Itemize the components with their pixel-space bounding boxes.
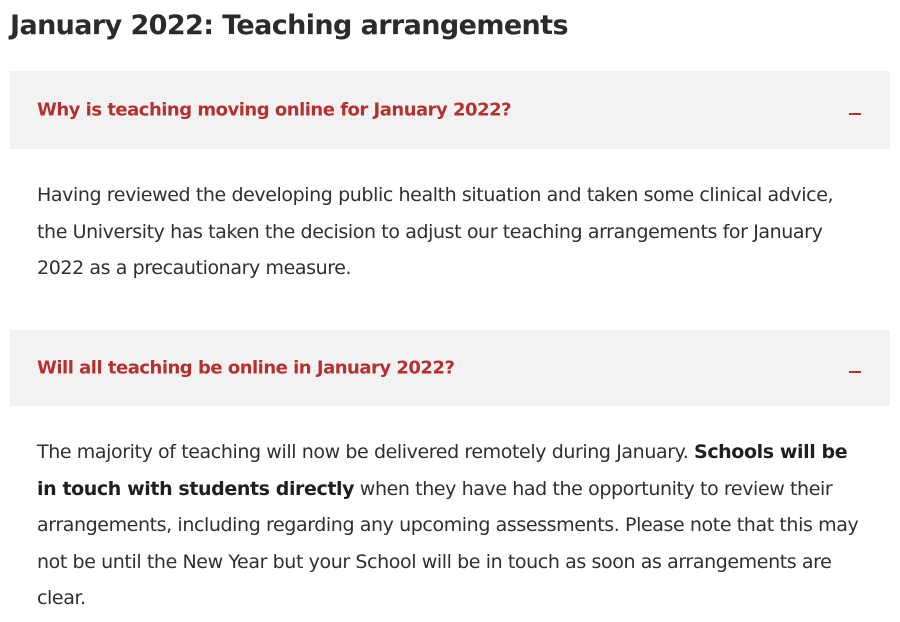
accordion-answer: Having reviewed the developing public health situation and taken some clinical advice, the University has taken the decision to adjust our teaching arrangements for January 2022 as a precautionary measure.	[37, 184, 834, 279]
answer-emphasis: Schools will be in touch with students directly	[37, 441, 848, 500]
accordion-question: Why is teaching moving online for January 2022?	[37, 99, 512, 121]
page-title: January 2022: Teaching arrangements	[10, 10, 568, 41]
accordion-answer	[37, 434, 867, 617]
answer-text: The majority of teaching will now be delivered remotely during January.	[37, 441, 695, 463]
accordion-header-all-teaching-online[interactable]	[10, 330, 890, 406]
accordion-question: Will all teaching be online in January 2022?	[37, 357, 455, 379]
answer-text: when they have had the opportunity to review their arrangements, including regarding any upcoming assessments. Please note that this may not be until the New Year but your School will be in touch as soon as arrangements are clear.	[37, 477, 859, 609]
minus-icon[interactable]	[849, 113, 861, 115]
accordion-header-teaching-online[interactable]	[10, 71, 890, 149]
minus-icon[interactable]	[849, 371, 861, 373]
